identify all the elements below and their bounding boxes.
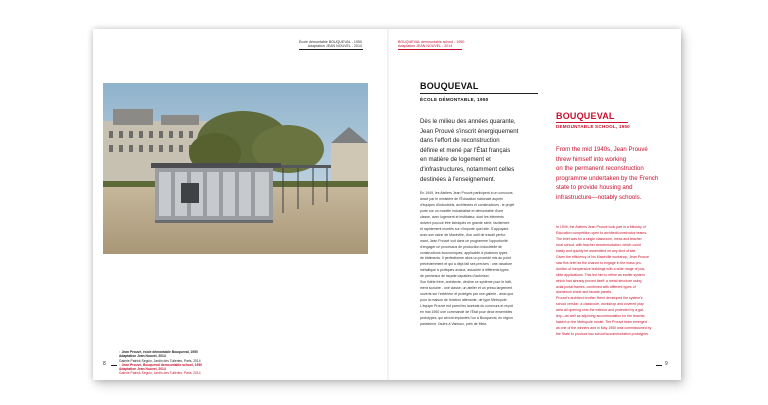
english-body-line: lery—as well as adjoining accommodation for the teacher, [556, 314, 646, 319]
english-intro-line: infrastructure—notably schools. [556, 193, 642, 201]
french-subtitle: ÉCOLE DÉMONTABLE, 1950 [420, 97, 489, 102]
page-fold [387, 29, 389, 380]
french-body-line: porte sur un modèle industrialisé et démontable d'une [420, 208, 504, 213]
english-body-line: axial portal frames, combined with different types of [556, 284, 636, 289]
english-body-line: Given the efficiency of his Maxéville workshop, Jean Prouvé [556, 254, 649, 259]
school-photo [103, 83, 368, 254]
english-body-line: duction of inexpensive buildings with a wide range of pos- [556, 266, 646, 271]
caption-en-3: Galerie Patrick Seguin, Jardin des Tuileries, Paris, 2014 [119, 371, 201, 376]
french-body-line: pour la maison de fonction attenante, de type Métropole. [420, 298, 508, 303]
page-number-left: 8 [103, 361, 106, 367]
english-body-line: easily and quickly be assembled on any kind of site. [556, 248, 637, 253]
english-body-line: The brief was for a single classroom, mess and teacher [556, 236, 642, 241]
book-spread [93, 29, 681, 380]
french-body-line: et rapidement montés sur n'importe quel site. S'appuyant [420, 226, 509, 231]
caption-fr-3: Galerie Patrick Seguin, Jardin des Tuileries, Paris, 2014 [119, 358, 201, 363]
english-body-line: sible applications. This led him to refine an earlier system [556, 272, 645, 277]
french-body-line: avec son usine de Maxéville, d'un outil de travail perfor- [420, 232, 507, 237]
left-header-line2: Adaptation JEAN NOUVEL - 2014 [307, 44, 362, 49]
english-intro-line: programme undertaken by the French [556, 174, 659, 182]
french-intro-line: d'infrastructures, notamment celles [420, 165, 515, 173]
english-body-line: In 1949, the Ateliers Jean Prouvé took part in a Ministry of [556, 225, 646, 229]
school-photo-illustration [103, 83, 368, 254]
page-number-left-rule [111, 365, 117, 366]
right-header-line1: BOUQUEVAL demountable school - 1950 [398, 40, 465, 44]
french-body-line: ment scolaire - une classe, un atelier et un préau largement [420, 286, 513, 291]
french-body-line: Son fidèle frère, architecte, décline ce système pour le bâti- [420, 280, 513, 285]
french-body-line: métallique à portiques axiaux, associée à différents types [420, 268, 509, 273]
page-number-right: 9 [665, 361, 668, 367]
french-body-line: prototypes, qui seront implantés l'un à Bouqueval, en région [420, 316, 513, 321]
english-body-line: school version: a classroom, workshop and covered play [556, 302, 644, 307]
french-body-line: ouverts sur l'extérieur et protégés par une galerie - ainsi que [420, 292, 514, 297]
french-body-line: de bâtiments. Il perfectionne alors un procédé mis au point [420, 256, 511, 261]
page-number-right-rule [656, 365, 662, 366]
english-body-line: the State to produce two school/accommodation prototypes. [556, 332, 649, 337]
right-header-line2: Adaptation JEAN NOUVEL - 2014 [398, 44, 453, 49]
english-body-line: area all opening onto the exterior and protected by a gal- [556, 308, 644, 313]
english-intro-line: on the permanent reconstruction [556, 165, 644, 173]
french-body-line: L'équipe Prouvé est parmi les lauréats du concours et reçoit [420, 304, 513, 309]
right-header-rule [398, 49, 462, 50]
french-body-line: en mai 1950 une commande de l'État pour deux ensembles [420, 310, 513, 315]
english-body-line: rural school, with teacher accommodation, which could [556, 242, 641, 247]
french-body-line: de panneaux de façade capables d'autoriser. [420, 274, 490, 279]
english-subtitle: DEMOUNTABLE SCHOOL, 1950 [556, 124, 630, 129]
french-body-line: En 1949, les Ateliers Jean Prouvé participent à un concours [420, 191, 513, 195]
french-intro-line: dans l'effort de reconstruction [420, 137, 500, 145]
french-body-line: parisienne, l'autre à Vantoux, près de Metz. [420, 321, 488, 326]
french-body-line: mant, Jean Prouvé voit dans ce programme l'opportunité [420, 238, 508, 243]
photo-caption [119, 350, 299, 376]
left-header-line1: École démontable BOUQUEVAL - 1950 [299, 40, 362, 44]
left-running-header [299, 40, 362, 49]
caption-en-1: ↑ Jean Prouvé, Bouqueval demountable school, 1950 [119, 362, 202, 367]
caption-fr-1: ↑ Jean Prouvé, école démontable Bouqueval, 1950 [119, 350, 198, 354]
french-intro-line: destinées à l'enseignement. [420, 175, 496, 183]
english-title-rule [556, 122, 628, 123]
french-title-rule [420, 93, 538, 94]
french-body [420, 191, 537, 328]
english-body-line: which had already proved itself: a metal structure using [556, 278, 642, 283]
english-intro-line: state to provide housing and [556, 184, 633, 192]
english-body-line: Prouvé's architect brother Henri developed the system's [556, 296, 643, 301]
french-intro-line: en matière de logement et [420, 156, 491, 164]
english-intro-line: From the mid 1940s, Jean Prouvé [556, 146, 648, 153]
french-body-line: doivent pouvoir être fabriqués en grande série, facilement [420, 220, 510, 225]
english-body-line: as one of the winners and in May 1950 was commissioned by [556, 326, 652, 331]
english-body-line: aluminium sheet and facade panels. [556, 290, 613, 295]
french-title: BOUQUEVAL [420, 81, 479, 91]
french-intro-line: Jean Prouvé s'inscrit énergiquement [420, 127, 519, 135]
french-body-line: lancé par le ministère de l'Éducation nationale auprès [420, 196, 503, 201]
french-body-line: classe, avec logement et instituteur, dont les éléments [420, 214, 504, 219]
french-body-line: constructions économiques, applicable à plusieurs types [420, 250, 508, 255]
english-body [556, 225, 680, 338]
french-body-line: d'équipes d'industriels, architectes et constructeurs : le projet [420, 202, 515, 207]
french-body-line: d'engager un processus de production industrielle de [420, 244, 503, 249]
french-intro-line: définie et mené par l'État français [420, 146, 511, 154]
french-intro [420, 117, 536, 184]
english-body-line: based on the Métropole model. The Prouvé team emerged [556, 320, 647, 325]
english-body-line: saw this brief as the chance to engage in the mass pro- [556, 260, 642, 265]
caption-fr-2: Adaptation Jean Nouvel, 2014 [119, 354, 166, 359]
caption-en-2: Adaptation Jean Nouvel, 2014 [119, 367, 166, 372]
left-header-rule [299, 49, 363, 50]
english-title: BOUQUEVAL [556, 111, 615, 121]
english-intro-line: threw himself into working [556, 155, 627, 163]
french-intro-line: Dès le milieu des années quarante, [420, 118, 516, 125]
french-body-line: précédemment et qui a déjà fait ses preuves : une ossature [420, 262, 513, 267]
right-running-header [398, 40, 464, 49]
english-body-line: Education competition open to architect/constructor teams. [556, 230, 648, 235]
english-intro [556, 145, 680, 203]
